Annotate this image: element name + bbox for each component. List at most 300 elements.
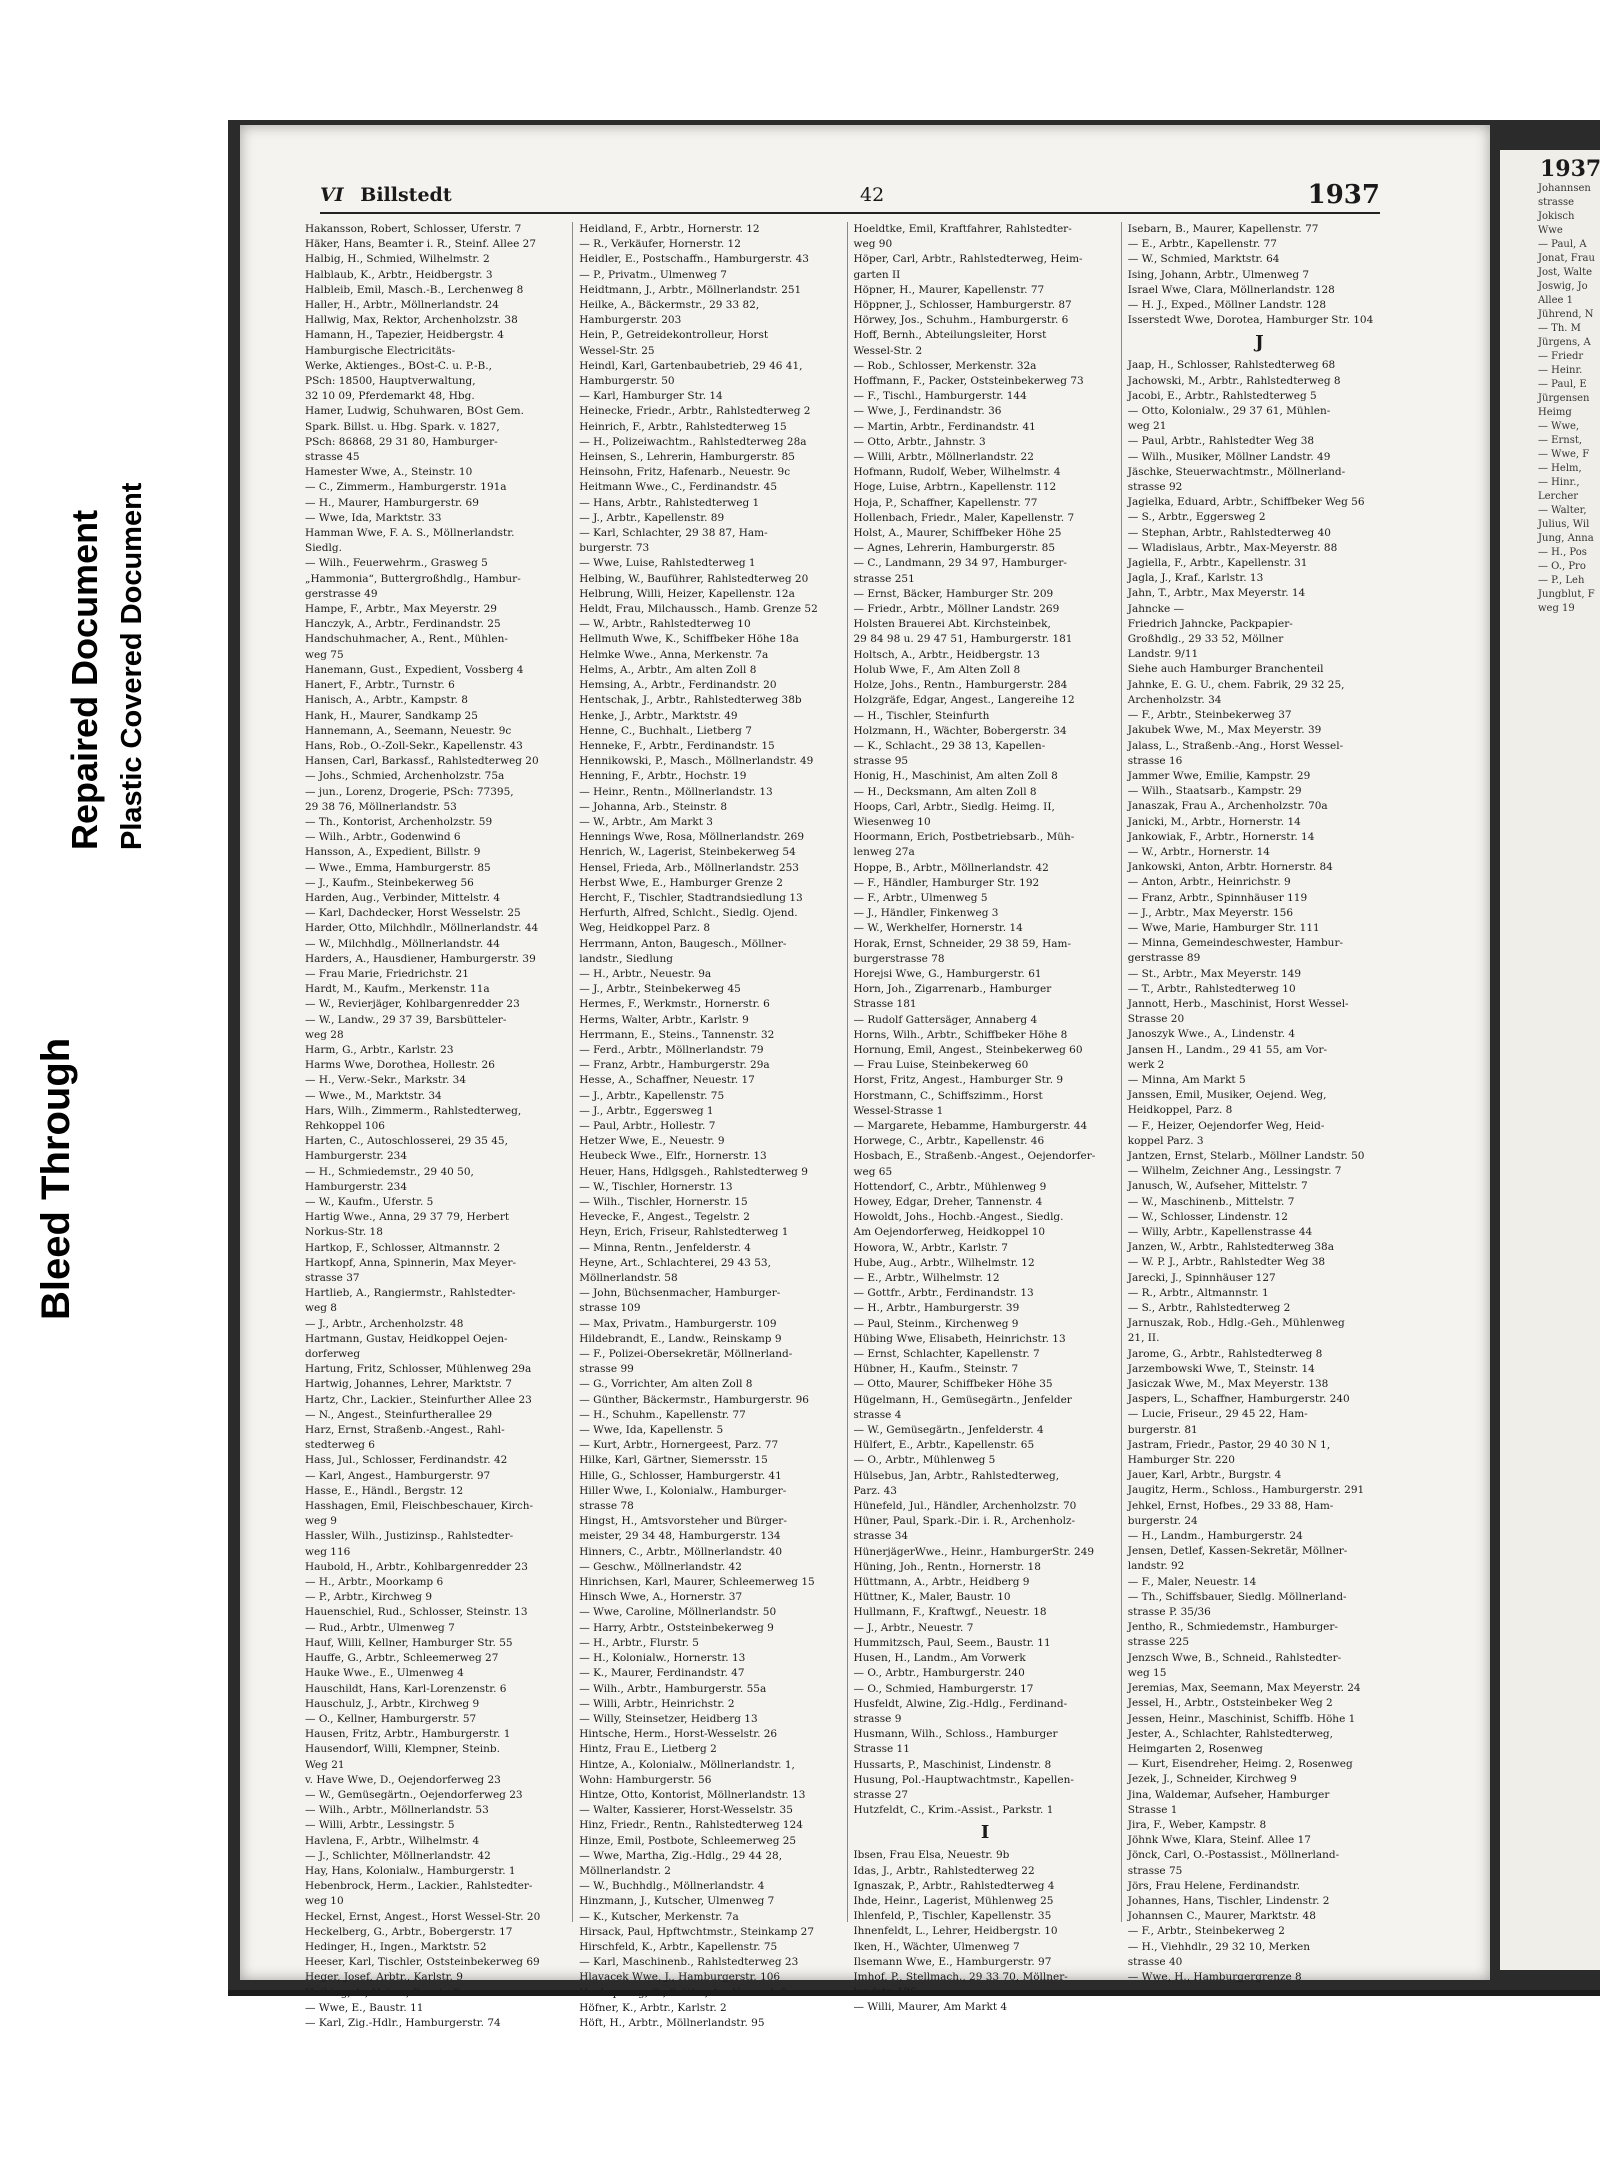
directory-entry: Jönck, Carl, O.-Postassist., Möllnerland-	[1127, 1849, 1340, 1862]
directory-entry: Werke, Aktienges., BOst-C. u. P.-B.,	[305, 359, 492, 372]
directory-entry: Hasshagen, Emil, Fleischbeschauer, Kirch-	[305, 1500, 534, 1513]
directory-entry: Hube, Aug., Arbtr., Wilhelmstr. 12	[853, 1256, 1035, 1269]
directory-entry: Hosbach, E., Straßenb.-Angest., Oejendorfer-	[853, 1150, 1096, 1163]
directory-entry: weg 65	[853, 1165, 893, 1178]
directory-entry: — St., Arbtr., Max Meyerstr. 149	[1127, 967, 1302, 980]
directory-entry: — C., Landmann, 29 34 97, Hamburger-	[853, 557, 1067, 570]
directory-entry: Hartlieb, A., Rangiermstr., Rahlstedter-	[305, 1287, 516, 1300]
directory-entry: Horn, Joh., Zigarrenarb., Hamburger	[853, 983, 1052, 996]
directory-entry: — O., Arbtr., Hamburgerstr. 240	[853, 1667, 1025, 1680]
directory-entry: Hartwig, Johannes, Lehrer, Marktstr. 7	[305, 1378, 512, 1391]
directory-entry: Hornung, Emil, Angest., Steinbekerweg 60	[853, 1043, 1083, 1056]
directory-entry: Harm, G., Arbtr., Karlstr. 23	[305, 1043, 454, 1056]
directory-entry: Landstr. 9/11	[1127, 648, 1199, 661]
directory-entry: Hellmuth Wwe, K., Schiffbeker Höhe 18a	[579, 633, 799, 646]
directory-entry: — Geschw., Möllnerlandstr. 42	[579, 1560, 742, 1573]
directory-entry: — E., Arbtr., Kapellenstr. 77	[1127, 238, 1277, 251]
directory-entry: — Wilh., Tischler, Hornerstr. 15	[579, 1196, 748, 1208]
directory-entry: dorferweg	[305, 1348, 361, 1361]
directory-entry: Hünefeld, Jul., Händler, Archenholzstr. 70	[853, 1500, 1077, 1513]
directory-entry: Hein, P., Getreidekontrolleur, Horst	[579, 329, 769, 342]
directory-entry: Haubold, H., Arbtr., Kohlbargenredder 23	[305, 1560, 528, 1573]
directory-entry: Harder, Otto, Milchhdlr., Möllnerlandstr. 44	[305, 922, 539, 935]
header-left	[320, 184, 452, 206]
directory-entry: Friedrich Jahncke, Packpapier-	[1127, 617, 1293, 630]
directory-entry: Harz, Ernst, Straßenb.-Angest., Rahl-	[305, 1424, 505, 1437]
directory-entry: Hensel, Frieda, Arb., Möllnerlandstr. 253	[579, 861, 799, 874]
directory-entry: Hauffe, G., Arbtr., Schleemerweg 27	[305, 1652, 499, 1665]
directory-entry: Hülsebus, Jan, Arbtr., Rahlstedterweg,	[853, 1469, 1060, 1482]
directory-entry: Harten, C., Autoschlosserei, 29 35 45,	[305, 1135, 508, 1148]
neighbor-stub: — Heinr.	[1538, 365, 1583, 376]
directory-entry: Höfner, K., Arbtr., Karlstr. 2	[579, 2001, 727, 2014]
directory-entry: Ibsen, Frau Elsa, Neuestr. 9b	[853, 1849, 1010, 1862]
neighbor-stub: — O., Pro	[1538, 561, 1586, 572]
directory-entry: strasse 78	[579, 1500, 634, 1513]
directory-entry: Hamburgerstr. 234	[305, 1180, 408, 1193]
directory-entry: Am Oejendorferweg, Heidkoppel 10	[853, 1226, 1046, 1239]
directory-entry: — Max, Privatm., Hamburgerstr. 109	[579, 1317, 777, 1330]
directory-entry: — Wwe, H., Hamburgergrenze 8	[1127, 1970, 1302, 1983]
directory-entry: — Rudolf Gattersäger, Annaberg 4	[853, 1013, 1038, 1026]
directory-entry: — Th., Kontorist, Archenholzstr. 59	[305, 815, 493, 828]
directory-column-1	[305, 222, 573, 2029]
directory-entry: Hay, Hans, Kolonialw., Hamburgerstr. 1	[305, 1864, 516, 1877]
directory-entry: — Wwe, E., Baustr. 11	[305, 2001, 424, 2014]
directory-entry: Jester, A., Schlachter, Rahlstedterweg,	[1127, 1727, 1333, 1740]
directory-entry: strasse 75	[1127, 1864, 1183, 1877]
directory-entry: strasse 16	[1127, 754, 1183, 767]
directory-entry: — Wwe, J., Ferdinandstr. 36	[853, 405, 1002, 418]
directory-entry: Hennings Wwe, Rosa, Möllnerlandstr. 269	[579, 831, 805, 844]
directory-entry: Hanert, F., Arbtr., Turnstr. 6	[305, 679, 455, 692]
neighbor-stub: — Paul, E	[1538, 379, 1587, 390]
directory-entry: weg 9	[305, 1515, 337, 1528]
directory-entry: Hanemann, Gust., Expedient, Vossberg 4	[305, 663, 524, 676]
section-letter: J	[1255, 332, 1264, 354]
directory-entry: Strasse 20	[1127, 1013, 1185, 1026]
directory-entry: Hauschildt, Hans, Karl-Lorenzenstr. 6	[305, 1682, 507, 1695]
directory-entry: Henneke, F., Arbtr., Ferdinandstr. 15	[579, 739, 775, 752]
directory-entry: Heeser, Karl, Tischler, Oststeinbekerweg 69	[305, 1956, 540, 1969]
directory-entry: Hinners, C., Arbtr., Möllnerlandstr. 40	[579, 1545, 783, 1558]
directory-entry: Hildebrandt, E., Landw., Reinskamp 9	[579, 1332, 782, 1345]
directory-entry: Hoppe, B., Arbtr., Möllnerlandstr. 42	[853, 861, 1049, 874]
directory-entry: burgerstr. 73	[579, 542, 650, 555]
directory-entry: Hamman Wwe, F. A. S., Möllnerlandstr.	[305, 527, 515, 540]
directory-entry: — Wwe, Caroline, Möllnerlandstr. 50	[579, 1606, 777, 1619]
directory-entry: — Harry, Arbtr., Oststeinbekerweg 9	[579, 1621, 774, 1634]
directory-entry: Jarecki, J., Spinnhäuser 127	[1127, 1271, 1276, 1284]
directory-entry: Hars, Wilh., Zimmerm., Rahlstedterweg,	[305, 1104, 522, 1117]
directory-entry: Jagiella, F., Arbtr., Kapellenstr. 31	[1127, 557, 1308, 570]
directory-entry: Hallwig, Max, Rektor, Archenholzstr. 38	[305, 314, 518, 327]
directory-entry: Hinze, Emil, Postbote, Schleemerweg 25	[579, 1834, 797, 1847]
directory-entry: — Frau Marie, Friedrichstr. 21	[305, 967, 469, 980]
directory-entry: Hinsch Wwe, A., Hornerstr. 37	[579, 1591, 743, 1604]
directory-entry: Heitmann Wwe., C., Ferdinandstr. 45	[579, 481, 777, 494]
directory-entry: — Kurt, Eisendreher, Heimg. 2, Rosenweg	[1127, 1758, 1353, 1771]
directory-entry: Höper, Carl, Arbtr., Rahlstedterweg, Heim-	[853, 253, 1083, 266]
directory-entry: Ihde, Heinr., Lagerist, Mühlenweg 25	[853, 1894, 1054, 1907]
directory-entry: — E., Arbtr., Wilhelmstr. 12	[853, 1272, 1000, 1285]
directory-entry: Jastram, Friedr., Pastor, 29 40 30 N 1,	[1127, 1438, 1331, 1451]
directory-entry: — John, Büchsenmacher, Hamburger-	[579, 1287, 781, 1300]
directory-entry: — S., Arbtr., Rahlstedterweg 2	[1127, 1302, 1291, 1315]
directory-entry: Husung, Pol.-Hauptwachtmstr., Kapellen-	[853, 1773, 1074, 1786]
directory-entry: Ising, Johann, Arbtr., Ulmenweg 7	[1127, 268, 1310, 281]
directory-entry: 32 10 09, Pferdemarkt 48, Hbg.	[305, 390, 475, 403]
directory-entry: strasse 40	[1127, 1955, 1183, 1968]
directory-entry: PSch: 86868, 29 31 80, Hamburger-	[305, 435, 498, 448]
directory-entry: Horwege, C., Arbtr., Kapellenstr. 46	[853, 1135, 1045, 1148]
directory-entry: Hartkop, F., Schlosser, Altmannstr. 2	[305, 1241, 501, 1254]
directory-entry: — Karl, Hamburger Str. 14	[579, 390, 723, 403]
directory-entry: Hardt, M., Kaufm., Merkenstr. 11a	[305, 983, 490, 996]
directory-entry: Heger, Josef, Arbtr., Karlstr. 9	[305, 1971, 463, 1984]
directory-entry: — Wwe, Luise, Rahlstedterweg 1	[579, 557, 756, 570]
directory-entry: Janoszyk Wwe., A., Lindenstr. 4	[1127, 1028, 1296, 1041]
directory-entry: Hottendorf, C., Arbtr., Mühlenweg 9	[853, 1180, 1047, 1193]
directory-entry: — Johs., Schmied, Archenholzstr. 75a	[305, 770, 505, 783]
directory-entry: Holzgräfe, Edgar, Angest., Langereihe 12	[853, 694, 1075, 707]
directory-entry: Wessel-Strasse 1	[853, 1104, 944, 1117]
directory-entry: Hamer, Ludwig, Schuhwaren, BOst Gem.	[305, 405, 524, 418]
directory-entry: Heuer, Hans, Hdlgsgeh., Rahlstedterweg 9	[579, 1165, 808, 1178]
directory-entry: strasse 99	[579, 1363, 634, 1376]
neighbor-stub: Jokisch Wwe	[1538, 211, 1575, 236]
directory-entry: — Rob., Schlosser, Merkenstr. 32a	[853, 359, 1037, 372]
directory-entry: strasse 95	[853, 755, 909, 768]
directory-entry: Rehkoppel 106	[305, 1119, 385, 1132]
directory-entry: — H., Schmiedemstr., 29 40 50,	[305, 1165, 474, 1178]
directory-entry: — W., Milchhdlg., Möllnerlandstr. 44	[305, 937, 500, 950]
directory-entry: Ignaszak, P., Arbtr., Rahlstedterweg 4	[853, 1879, 1055, 1892]
directory-entry: Hemsing, A., Arbtr., Ferdinandstr. 20	[579, 679, 777, 692]
directory-entry: strasse 92	[1127, 481, 1183, 494]
directory-entry: landstr. 92	[1127, 1560, 1185, 1573]
directory-entry: Holzmann, H., Wächter, Bobergerstr. 34	[853, 724, 1067, 737]
directory-entry: Horns, Wilh., Arbtr., Schiffbeker Höhe 8	[853, 1028, 1068, 1041]
neighbor-stub: — Hinr.,	[1538, 477, 1580, 488]
neighbor-stub: — H., Pos	[1538, 547, 1587, 558]
directory-entry: Jaspers, L., Schaffner, Hamburgerstr. 240	[1127, 1393, 1350, 1406]
neighbor-stub: Jührend, N	[1538, 309, 1594, 320]
directory-entry: — Wladislaus, Arbtr., Max-Meyerstr. 88	[1127, 541, 1338, 554]
directory-entry: lenweg 27a	[853, 846, 915, 859]
directory-entry: — Karl, Zig.-Hdlr., Hamburgerstr. 74	[305, 2016, 501, 2029]
directory-entry: — H., Viehhdlr., 29 32 10, Merken	[1127, 1940, 1310, 1953]
directory-entry: — J., Arbtr., Kapellenstr. 75	[579, 1089, 725, 1102]
directory-entry: „Hammonia“, Buttergroßhdlg., Hambur-	[305, 572, 521, 585]
directory-entry: — K., Maurer, Ferdinandstr. 47	[579, 1667, 745, 1680]
directory-entry: Jenzsch Wwe, B., Schneid., Rahlstedter-	[1127, 1651, 1342, 1664]
directory-entry: weg 21	[1127, 420, 1167, 433]
directory-entry: burgerstr. 81	[1127, 1423, 1198, 1436]
neighbor-stub: Jürgensen	[1538, 393, 1590, 404]
directory-entry: — H., Decksmann, Am alten Zoll 8	[853, 785, 1037, 798]
directory-entry: 29 38 76, Möllnerlandstr. 53	[305, 800, 457, 813]
header-year: 1937	[1307, 180, 1380, 210]
directory-entry: — F., Polizei-Obersekretär, Möllnerland-	[579, 1348, 793, 1361]
neighbor-stub: — Wwe, F	[1538, 449, 1590, 460]
directory-entry: Jannott, Herb., Maschinist, Horst Wessel-	[1127, 997, 1349, 1010]
neighbor-stub: Jungblut, F	[1538, 589, 1595, 600]
directory-entry: Jira, F., Weber, Kampstr. 8	[1127, 1818, 1267, 1831]
directory-entry: Johannsen C., Maurer, Marktstr. 48	[1127, 1910, 1316, 1923]
directory-entry: Jöhnk Wwe, Klara, Steinf. Allee 17	[1127, 1834, 1311, 1847]
directory-entry: Hilke, Karl, Gärtner, Siemersstr. 15	[579, 1454, 768, 1467]
directory-entry: strasse 225	[1127, 1636, 1190, 1649]
directory-entry: Isebarn, B., Maurer, Kapellenstr. 77	[1127, 223, 1319, 235]
directory-entry: Israel Wwe, Clara, Möllnerlandstr. 128	[1127, 283, 1335, 296]
directory-entry: Janssen, Emil, Musiker, Oejend. Weg,	[1127, 1089, 1327, 1102]
directory-entry: Herfurth, Alfred, Schlcht., Siedlg. Ojend.	[579, 907, 798, 920]
directory-entry: — F., Maler, Neuestr. 14	[1127, 1575, 1257, 1588]
directory-entry: Hartz, Chr., Lackier., Steinfurther Allee 23	[305, 1393, 532, 1406]
directory-entry: Heubeck Wwe., Elfr., Hornerstr. 13	[579, 1150, 767, 1163]
directory-entry: Hirschfeld, K., Arbtr., Kapellenstr. 75	[579, 1940, 778, 1953]
directory-entry: — Otto, Maurer, Schiffbeker Höhe 35	[853, 1378, 1053, 1391]
directory-entry: — Kurt, Arbtr., Hornergeest, Parz. 77	[579, 1439, 779, 1452]
directory-entry: — Wilh., Arbtr., Möllnerlandstr. 53	[305, 1804, 489, 1817]
directory-entry: Hasse, E., Händl., Bergstr. 12	[305, 1484, 464, 1497]
directory-entry: Harden, Aug., Verbinder, Mittelstr. 4	[305, 891, 501, 904]
directory-entry: — W., Maschinenb., Mittelstr. 7	[1127, 1195, 1295, 1208]
directory-entry: Hermes, F., Werkmstr., Hornerstr. 6	[579, 998, 770, 1011]
directory-entry: Hakansson, Robert, Schlosser, Uferstr. 7	[305, 223, 522, 235]
directory-entry: Hoff, Bernh., Abteilungsleiter, Horst	[853, 329, 1047, 342]
directory-entry: Hoormann, Erich, Postbetriebsarb., Müh-	[853, 831, 1075, 844]
directory-entry: strasse 45	[305, 451, 360, 464]
directory-entry: — Johanna, Arb., Steinstr. 8	[579, 800, 728, 813]
neighbor-stub: — Paul, A	[1538, 239, 1587, 250]
directory-entry: — Wwe, Martha, Zig.-Hdlg., 29 44 28,	[579, 1849, 783, 1862]
directory-entry: weg 90	[853, 238, 893, 251]
directory-entry: Heilke, A., Bäckermstr., 29 33 82,	[579, 299, 760, 312]
directory-entry: Isserstedt Wwe, Dorotea, Hamburger Str. 104	[1127, 314, 1374, 327]
directory-entry: Jagla, J., Kraf., Karlstr. 13	[1127, 572, 1264, 585]
directory-entry: Jankowski, Anton, Arbtr. Hornerstr. 84	[1127, 861, 1333, 874]
directory-entry: Hauf, Willi, Kellner, Hamburger Str. 55	[305, 1636, 513, 1649]
directory-entry: — S., Arbtr., Eggersweg 2	[1127, 511, 1266, 524]
neighbor-stub: Julius, Wil	[1538, 519, 1590, 530]
directory-entry: — Willy, Arbtr., Kapellenstrasse 44	[1127, 1226, 1313, 1238]
neighbor-year: 1937	[1540, 156, 1601, 182]
directory-entry: Howora, W., Arbtr., Karlstr. 7	[853, 1241, 1008, 1254]
directory-entry: v. Have Wwe, D., Oejendorferweg 23	[305, 1773, 501, 1786]
directory-entry: Hauenschiel, Rud., Schlosser, Steinstr. 13	[305, 1606, 528, 1619]
directory-entry: — Gottfr., Arbtr., Ferdinandstr. 13	[853, 1287, 1034, 1300]
directory-entry: — Ernst, Schlachter, Kapellenstr. 7	[853, 1348, 1040, 1361]
directory-entry: Heldt, Frau, Milchaussch., Hamb. Grenze 52	[579, 603, 818, 616]
directory-entry: Hanisch, A., Arbtr., Kampstr. 8	[305, 694, 468, 707]
directory-entry: Hoja, P., Schaffner, Kapellenstr. 77	[853, 496, 1038, 509]
directory-entry: Hörwey, Jos., Schuhm., Hamburgerstr. 6	[853, 314, 1069, 327]
directory-entry: — Wilh., Arbtr., Godenwind 6	[305, 831, 461, 844]
directory-entry: Hinrichsen, Karl, Maurer, Schleemerweg 15	[579, 1576, 815, 1589]
directory-entry: — F., Arbtr., Steinbekerweg 2	[1127, 1925, 1285, 1938]
directory-entry: Imhof, P., Stellmach., 29 33 70, Möllner-	[853, 1970, 1068, 1983]
directory-entry: 29 84 98 u. 29 47 51, Hamburgerstr. 181	[853, 633, 1073, 646]
directory-entry: Hullmann, F., Kraftwgf., Neuestr. 18	[853, 1606, 1047, 1619]
directory-entry: Hank, H., Maurer, Sandkamp 25	[305, 709, 478, 722]
directory-entry: Hoge, Luise, Arbtrn., Kapellenstr. 112	[853, 481, 1057, 494]
directory-entry: Iken, H., Wächter, Ulmenweg 7	[853, 1940, 1020, 1953]
directory-entry: Siedlg.	[305, 542, 342, 555]
directory-entry: Jalass, L., Straßenb.-Ang., Horst Wessel-	[1127, 739, 1344, 752]
directory-entry: Jessen, Heinr., Maschinist, Schiffb. Höhe 1	[1127, 1712, 1356, 1725]
directory-entry: Hauschulz, J., Arbtr., Kirchweg 9	[305, 1697, 480, 1710]
directory-entry: — Hans, Arbtr., Rahlstedterweg 1	[579, 496, 760, 509]
directory-entry: Husen, H., Landm., Am Vorwerk	[853, 1652, 1026, 1665]
directory-entry: Jarzembowski Wwe, T., Steinstr. 14	[1127, 1362, 1315, 1375]
directory-entry: Norkus-Str. 18	[305, 1226, 383, 1239]
directory-entry: Hercht, F., Tischler, Stadtrandsiedlung 13	[579, 891, 803, 904]
directory-entry: Jakubek Wwe, M., Max Meyerstr. 39	[1127, 724, 1322, 737]
directory-entry: — W. P. J., Arbtr., Rahlstedter Weg 38	[1127, 1256, 1326, 1269]
directory-entry: — Stephan, Arbtr., Rahlstedterweg 40	[1127, 526, 1331, 539]
directory-entry: Heinsohn, Fritz, Hafenarb., Neuestr. 9c	[579, 466, 791, 479]
directory-entry: Hartung, Fritz, Schlosser, Mühlenweg 29a	[305, 1363, 532, 1376]
directory-entry: Horstmann, C., Schiffszimm., Horst	[853, 1089, 1043, 1102]
directory-entry: Halblaub, K., Arbtr., Heidbergstr. 3	[305, 268, 493, 281]
directory-entry: — Karl, Maschinenb., Rahlstedterweg 23	[579, 1956, 799, 1969]
directory-entry: — W., Werkhelfer, Hornerstr. 14	[853, 922, 1023, 935]
directory-entry: Heinrich, F., Arbtr., Rahlstedterweg 15	[579, 420, 787, 433]
directory-entry: Heimgarten 2, Rosenweg	[1127, 1742, 1263, 1755]
neighbor-stub: Johannsen	[1538, 183, 1591, 194]
directory-entry: gerstrasse 89	[1127, 952, 1201, 965]
directory-entry: — Otto, Arbtr., Jahnstr. 3	[853, 435, 986, 448]
directory-entry: Jahncke —	[1127, 602, 1185, 615]
directory-entry: Herms, Walter, Arbtr., Karlstr. 9	[579, 1013, 749, 1026]
directory-entry: — H., Arbtr., Neuestr. 9a	[579, 967, 712, 980]
directory-entry: — J., Schlichter, Möllnerlandstr. 42	[305, 1849, 491, 1862]
directory-entry: weg 8	[305, 1302, 337, 1315]
directory-entry: Hlavacek Wwe, J., Hamburgerstr. 106	[579, 1971, 781, 1984]
neighbor-stub: — Friedr	[1538, 351, 1584, 362]
directory-entry: — W., Landw., 29 37 39, Barsbütteler-	[305, 1013, 507, 1026]
directory-entry: Höpner, H., Maurer, Kapellenstr. 77	[853, 283, 1045, 296]
directory-entry: Hartkopf, Anna, Spinnerin, Max Meyer-	[305, 1256, 517, 1269]
directory-entry: Henke, J., Arbtr., Marktstr. 49	[579, 709, 738, 722]
directory-entry: — Heinr., Rentn., Möllnerlandstr. 13	[579, 785, 773, 798]
directory-entry: — G., Vorrichter, Am alten Zoll 8	[579, 1378, 753, 1391]
directory-entry: — Willi, Arbtr., Lessingstr. 5	[305, 1819, 455, 1832]
directory-entry: Wiesenweg 10	[853, 815, 931, 828]
directory-entry: — R., Arbtr., Altmannstr. 1	[1127, 1286, 1269, 1299]
directory-entry: Hetzer Wwe, E., Neuestr. 9	[579, 1135, 725, 1148]
neighbor-stub: Joswig, Jo	[1538, 281, 1588, 292]
directory-entry: Heinsen, S., Lehrerin, Hamburgerstr. 85	[579, 451, 795, 464]
directory-entry: Hansson, A., Expedient, Billstr. 9	[305, 846, 481, 859]
directory-entry: Hutzfeldt, C., Krim.-Assist., Parkstr. 1	[853, 1804, 1054, 1817]
directory-entry: — Wilh., Feuerwehrm., Grasweg 5	[305, 557, 488, 570]
directory-entry: Hintze, A., Kolonialw., Möllnerlandstr. 1,	[579, 1758, 795, 1771]
directory-entry: Holsten Brauerei Abt. Kirchsteinbek,	[853, 618, 1051, 631]
directory-entry: — Wwe, Ida, Kapellenstr. 5	[579, 1424, 724, 1437]
directory-entry: Wohn: Hamburgerstr. 56	[579, 1773, 712, 1786]
neighbor-stub: Jürgens, A	[1538, 337, 1591, 348]
directory-entry: Howoldt, Johs., Hochb.-Angest., Siedlg.	[853, 1211, 1064, 1224]
neighbor-stub: — Walter,	[1538, 505, 1587, 516]
directory-entry: Jansen H., Landm., 29 41 55, am Vor-	[1127, 1043, 1328, 1056]
directory-entry: Hinz, Friedr., Rentn., Rahlstedterweg 124	[579, 1819, 803, 1832]
directory-entry: Hamann, H., Tapezier, Heidbergstr. 4	[305, 329, 504, 342]
directory-entry: — Ernst, Bäcker, Hamburger Str. 209	[853, 587, 1054, 600]
directory-entry: — Paul, Arbtr., Rahlstedter Weg 38	[1127, 435, 1315, 448]
directory-entry: — W., Tischler, Hornerstr. 13	[579, 1180, 733, 1193]
directory-entry: Hintsche, Herm., Horst-Wesselstr. 26	[579, 1728, 778, 1741]
directory-entry: Jammer Wwe, Emilie, Kampstr. 29	[1127, 769, 1311, 782]
neighbor-stub: Jung, Anna	[1538, 533, 1594, 544]
directory-entry: — Wwe, Ida, Marktstr. 33	[305, 511, 442, 524]
directory-entry: — W., Kaufm., Uferstr. 5	[305, 1196, 434, 1208]
directory-entry: Halbleib, Emil, Masch.-B., Lerchenweg 8	[305, 283, 524, 296]
directory-entry: — J., Händler, Finkenweg 3	[853, 907, 999, 920]
directory-entry: Hüttner, K., Maler, Baustr. 10	[853, 1591, 1011, 1604]
section-letter: I	[980, 1822, 990, 1844]
directory-entry: Hüner, Paul, Spark.-Dir. i. R., Archenholz-	[853, 1515, 1076, 1528]
directory-entry: — T., Arbtr., Rahlstedterweg 10	[1127, 982, 1296, 995]
directory-entry: — K., Kutscher, Merkenstr. 7a	[579, 1910, 739, 1923]
directory-entry: Henning, F., Arbtr., Hochstr. 19	[579, 770, 747, 783]
directory-entry: HünerjägerWwe., Heinr., HamburgerStr. 249	[853, 1545, 1095, 1558]
directory-entry: Jörs, Frau Helene, Ferdinandstr.	[1127, 1879, 1300, 1892]
directory-column-4	[1127, 222, 1395, 1983]
directory-entry: — H., Verw.-Sekr., Markstr. 34	[305, 1074, 467, 1087]
directory-entry: Hüttmann, A., Arbtr., Heidberg 9	[853, 1576, 1030, 1589]
directory-entry: Hintze, Otto, Kontorist, Möllnerlandstr. 13	[579, 1788, 806, 1801]
directory-entry: Henne, C., Buchhalt., Lietberg 7	[579, 724, 752, 737]
directory-entry: Hinzmann, J., Kutscher, Ulmenweg 7	[579, 1895, 775, 1908]
directory-entry: Hamburgische Electricitäts-	[305, 344, 456, 357]
directory-entry: Janicki, M., Arbtr., Hornerstr. 14	[1127, 815, 1301, 828]
directory-entry: — H., Kolonialw., Hornerstr. 13	[579, 1652, 746, 1665]
directory-entry: Jahnke, E. G. U., chem. Fabrik, 29 32 25,	[1127, 678, 1345, 691]
directory-entry: Häker, Hans, Beamter i. R., Steinf. Allee 27	[305, 238, 537, 251]
directory-entry: Hebenbrock, Herm., Lackier., Rahlstedter-	[305, 1880, 533, 1893]
directory-entry: — Otto, Kolonialw., 29 37 61, Mühlen-	[1127, 405, 1331, 418]
neighbor-stub: Lercher	[1538, 491, 1579, 502]
directory-entry: Harms Wwe, Dorothea, Hollestr. 26	[305, 1059, 495, 1072]
directory-entry: Weg 21	[305, 1758, 345, 1771]
directory-entry: Jacobi, E., Arbtr., Rahlstedterweg 5	[1127, 389, 1317, 402]
directory-columns	[305, 222, 1395, 2029]
directory-entry: Hamburger Str. 220	[1127, 1454, 1235, 1467]
neighbor-stub: — Helm,	[1538, 463, 1582, 474]
directory-entry: weg 116	[305, 1545, 351, 1558]
directory-entry: Hingst, H., Amtsvorsteher und Bürger-	[579, 1515, 787, 1528]
directory-entry: — P., Privatm., Ulmenweg 7	[579, 268, 727, 281]
scan-bottom-edge	[228, 1990, 1600, 1996]
header-title: Billstedt	[360, 184, 452, 206]
directory-entry: Husmann, Wilh., Schloss., Hamburger	[853, 1728, 1058, 1741]
directory-entry: Heyne, Art., Schlachterei, 29 43 53,	[579, 1256, 771, 1269]
directory-entry: Jäschke, Steuerwachtmstr., Möllnerland-	[1127, 465, 1346, 478]
directory-entry: — Franz, Arbtr., Spinnhäuser 119	[1127, 891, 1308, 904]
directory-entry: — Frau Luise, Steinbekerweg 60	[853, 1059, 1029, 1072]
directory-entry: Halbig, H., Schmied, Wilhelmstr. 2	[305, 253, 490, 266]
directory-entry: Holtsch, A., Arbtr., Heidbergstr. 13	[853, 648, 1040, 661]
directory-entry: weg 10	[305, 1895, 344, 1908]
directory-entry: Hiller Wwe, I., Kolonialw., Hamburger-	[579, 1484, 787, 1497]
directory-entry: Höft, H., Arbtr., Möllnerlandstr. 95	[579, 2016, 765, 2029]
directory-entry: — O., Arbtr., Mühlenweg 5	[853, 1454, 996, 1467]
directory-entry: — Wilhelm, Zeichner Ang., Lessingstr. 7	[1127, 1165, 1342, 1178]
directory-entry: Hesse, A., Schaffner, Neuestr. 17	[579, 1074, 755, 1087]
